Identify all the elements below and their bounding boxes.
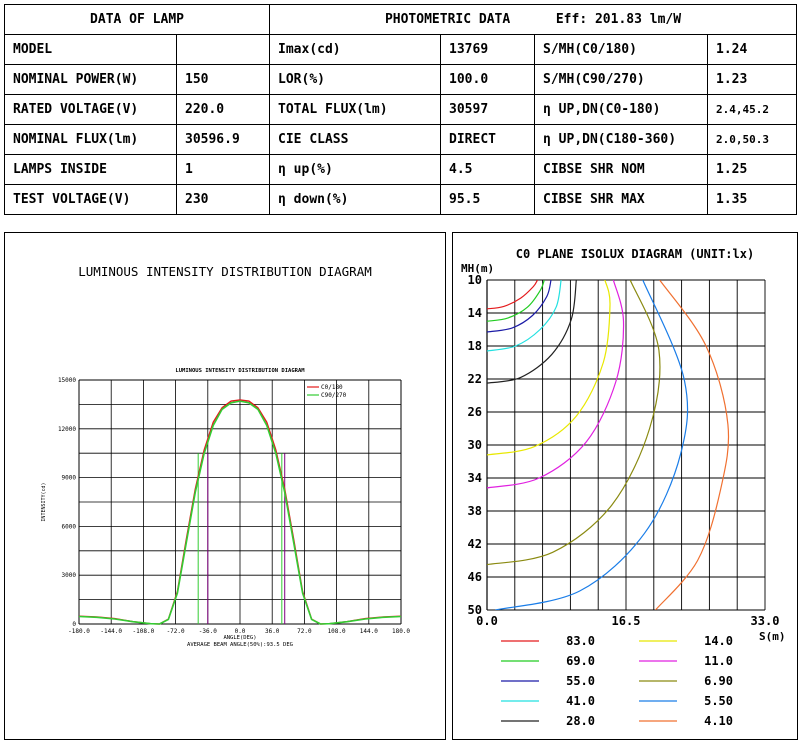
photometric-label: TOTAL FLUX(lm) [270, 95, 441, 125]
intensity-chart [5, 233, 445, 739]
legend-label: 14.0 [704, 634, 733, 648]
photometric-value2: 1.24 [708, 35, 797, 65]
x-axis-label: ANGLE(DEG) [223, 635, 257, 641]
photometric-label2: η UP,DN(C180-360) [535, 125, 708, 155]
lamp-label: MODEL [5, 35, 177, 65]
x-tick-label: -36.0 [198, 628, 217, 635]
lamp-label: LAMPS INSIDE [5, 155, 177, 185]
legend-label: 69.0 [566, 654, 595, 668]
x-tick-label: 108.0 [327, 628, 346, 635]
x-axis-label: S(m) [759, 630, 786, 643]
isolux-diagram-panel [452, 232, 798, 740]
lamp-label: TEST VOLTAGE(V) [5, 185, 177, 215]
y-axis-label: INTENSITY(cd) [41, 482, 47, 522]
intensity-diagram-panel [4, 232, 446, 740]
photometric-value2: 2.4,45.2 [708, 95, 797, 125]
x-tick-label: -144.0 [100, 628, 123, 635]
table-header-row [5, 5, 797, 35]
y-tick-label: 34 [467, 471, 482, 485]
x-tick-label: -72.0 [166, 628, 185, 635]
isolux-chart [453, 233, 797, 739]
y-tick-label: 15000 [57, 377, 76, 384]
photometric-label: Imax(cd) [270, 35, 441, 65]
y-axis-label: MH(m) [461, 262, 495, 275]
panel-title: LUMINOUS INTENSITY DISTRIBUTION DIAGRAM [78, 264, 372, 279]
chart-title: LUMINOUS INTENSITY DISTRIBUTION DIAGRAM [175, 368, 305, 374]
photometric-title: PHOTOMETRIC DATA [384, 12, 511, 27]
table-row [5, 155, 797, 185]
y-tick-label: 46 [467, 570, 482, 584]
photometric-label: η down(%) [270, 185, 441, 215]
y-tick-label: 38 [467, 504, 482, 518]
x-tick-label: -108.0 [132, 628, 155, 635]
photometric-value2: 1.35 [708, 185, 797, 215]
photometric-label2: S/MH(C90/270) [535, 65, 708, 95]
legend-label: 6.90 [704, 674, 733, 688]
isolux-curve-41.0 [487, 280, 561, 351]
lamp-value [177, 35, 270, 65]
y-tick-label: 18 [467, 339, 482, 353]
spec-table-body [5, 35, 797, 215]
photometric-label: LOR(%) [270, 65, 441, 95]
photometric-value2: 1.25 [708, 155, 797, 185]
legend-label: C90/270 [321, 392, 347, 399]
photometric-label: η up(%) [270, 155, 441, 185]
table-row [5, 35, 797, 65]
photometric-value: 13769 [441, 35, 535, 65]
y-tick-label: 0 [72, 621, 76, 628]
legend-label: 55.0 [566, 674, 595, 688]
table-row [5, 185, 797, 215]
y-tick-label: 30 [467, 438, 482, 452]
photometric-label2: S/MH(C0/180) [535, 35, 708, 65]
y-tick-label: 6000 [61, 523, 76, 531]
lamp-data-title: DATA OF LAMP [5, 5, 270, 35]
photometric-label2: CIBSE SHR MAX [535, 185, 708, 215]
beam-angle-note: AVERAGE BEAM ANGLE(50%):93.5 DEG [187, 642, 293, 648]
x-tick-label: -180.0 [68, 628, 90, 635]
lamp-label: NOMINAL POWER(W) [5, 65, 177, 95]
lamp-value: 150 [177, 65, 270, 95]
y-tick-label: 14 [467, 306, 482, 320]
photometric-label2: CIBSE SHR NOM [535, 155, 708, 185]
photometric-value: DIRECT [441, 125, 535, 155]
y-tick-label: 12000 [57, 425, 76, 433]
lamp-value: 230 [177, 185, 270, 215]
x-tick-label: 16.5 [611, 614, 641, 628]
lamp-label: RATED VOLTAGE(V) [5, 95, 177, 125]
photometric-label2: η UP,DN(C0-180) [535, 95, 708, 125]
photometric-value: 4.5 [441, 155, 535, 185]
legend-label: 5.50 [704, 694, 733, 708]
legend-label: 4.10 [704, 714, 733, 728]
legend-label: 83.0 [566, 634, 595, 648]
isolux-curve-11.0 [487, 280, 624, 488]
photometric-value: 100.0 [441, 65, 535, 95]
spec-table [4, 4, 797, 215]
lamp-value: 30596.9 [177, 125, 270, 155]
legend-label: 28.0 [566, 714, 595, 728]
y-tick-label: 42 [467, 537, 482, 551]
photometric-value: 30597 [441, 95, 535, 125]
legend-label: 11.0 [704, 654, 733, 668]
x-tick-label: 0.0 [476, 614, 498, 628]
y-tick-label: 3000 [61, 572, 76, 580]
y-tick-label: 10 [467, 273, 482, 287]
x-tick-label: 36.0 [264, 628, 280, 635]
efficiency-text: Eff: 201.83 lm/W [555, 12, 682, 27]
lamp-value: 220.0 [177, 95, 270, 125]
isolux-title: C0 PLANE ISOLUX DIAGRAM (UNIT:lx) [515, 247, 755, 261]
photometric-value: 95.5 [441, 185, 535, 215]
lamp-value: 1 [177, 155, 270, 185]
photometric-label: CIE CLASS [270, 125, 441, 155]
lamp-label: NOMINAL FLUX(lm) [5, 125, 177, 155]
table-row [5, 65, 797, 95]
y-tick-label: 50 [467, 603, 482, 617]
legend-label: C0/180 [321, 384, 343, 391]
table-row [5, 125, 797, 155]
x-tick-label: 144.0 [359, 628, 378, 635]
table-row [5, 95, 797, 125]
x-tick-label: 33.0 [750, 614, 780, 628]
photometric-value2: 2.0,50.3 [708, 125, 797, 155]
photometric-value2: 1.23 [708, 65, 797, 95]
isolux-curve-28.0 [487, 280, 576, 383]
x-tick-label: 180.0 [391, 628, 411, 635]
y-tick-label: 22 [467, 372, 482, 386]
x-tick-label: 72.0 [297, 628, 312, 635]
isolux-curve-6.90 [487, 280, 660, 565]
y-tick-label: 9000 [61, 474, 76, 482]
photometric-title-cell [270, 5, 797, 35]
legend-label: 41.0 [566, 694, 595, 708]
x-tick-label: 0.0 [234, 628, 246, 635]
y-tick-label: 26 [467, 405, 482, 419]
